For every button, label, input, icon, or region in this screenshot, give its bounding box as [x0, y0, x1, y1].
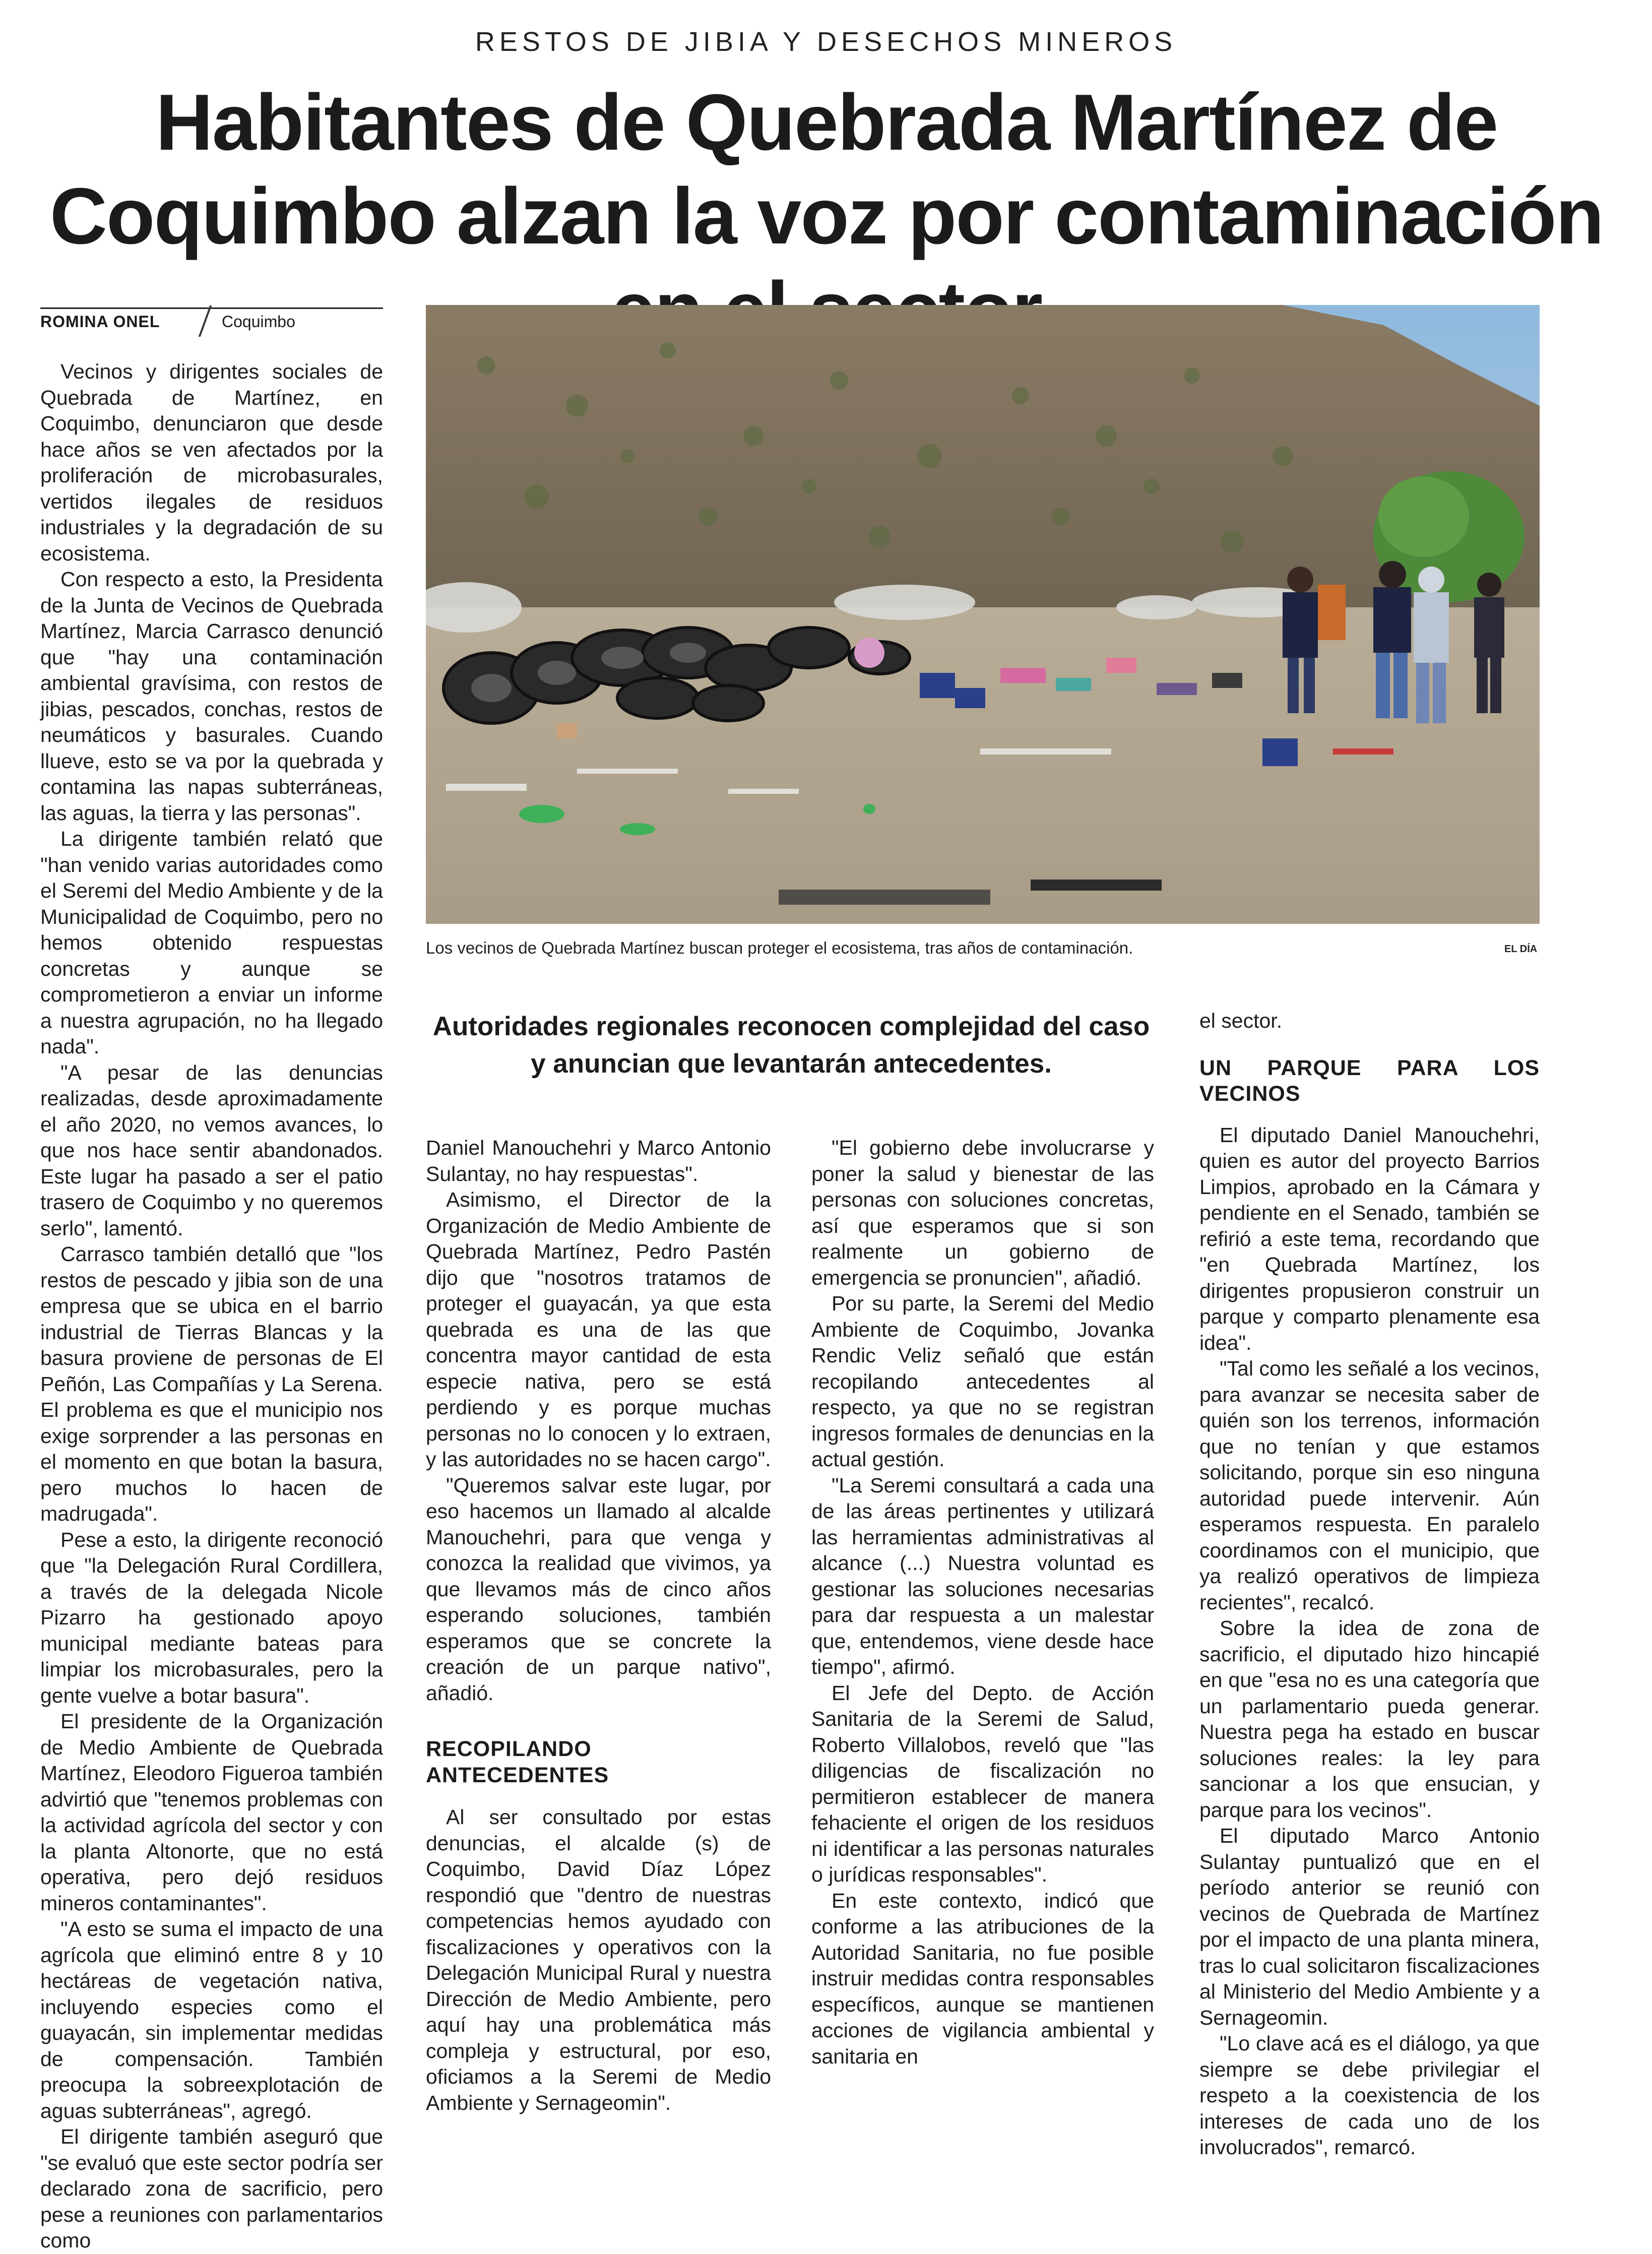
photo-credit: EL DÍA [1504, 944, 1538, 955]
paragraph: "A pesar de las denuncias realizadas, desde aproximadamente el año 2020, no vemos avances, lo que nos hace sentir abandonados. Este lugar ha pasado a ser el patio trasero de Coquimbo y no queremos serlo", lamentó. [40, 1060, 383, 1240]
paragraph: Por su parte, la Seremi del Medio Ambiente de Coquimbo, Jovanka Rendic Veliz señaló que están recopilando antecedentes al respecto, ya que no se registran ingresos formales de denuncias en la actual gestión. [811, 1292, 1154, 1471]
section-heading-recopilando: RECOPILANDO ANTECEDENTES [426, 1737, 609, 1787]
article-kicker: RESTOS DE JIBIA Y DESECHOS MINEROS [475, 27, 1177, 57]
paragraph: Con respecto a esto, la Presidenta de la Junta de Vecinos de Quebrada Martínez, Marcia Carrasco denunció que "hay una contaminación ambiental gravísima, con restos de jibias, pescados, conchas, restos de neumáticos y basurales. Cuando llueve, esto se va por la quebrada y contamina las napas subterráneas, las aguas, la tierra y las personas". [40, 568, 383, 825]
paragraph: "La Seremi consultará a cada una de las áreas pertinentes y utilizará las herramientas administrativas al alcance (...) Nuestra voluntad es gestionar las soluciones necesarias para dar respuesta a un malestar que, entendemos, viene desde hace tiempo", afirmó. [811, 1473, 1154, 1678]
paragraph: Sobre la idea de zona de sacrificio, el diputado hizo hincapié en que "esa no es una categoría que un parlamentario pueda generar. Nuestra pega ha estado en buscar soluciones reales: la ley para sancionar a los que ensucian, y parque para los vecinos". [1199, 1616, 1540, 1822]
paragraph: Vecinos y dirigentes sociales de Quebrada de Martínez, en Coquimbo, denunciaron que desde hace años se ven afectados por la proliferación de microbasurales, vertidos ilegales de residuos industriales y la degradación de su ecosistema. [40, 360, 383, 565]
paragraph: "A esto se suma el impacto de una agrícola que eliminó entre 8 y 10 hectáreas de vegetación nativa, incluyendo especies como el guayacán, sin implementar medidas de compensación. También preocupa la sobreexplotación de aguas subterráneas", agregó. [40, 1917, 383, 2122]
article-subhead: Autoridades regionales reconocen complejidad del caso y anuncian que levantarán antecedentes. [432, 1012, 1150, 1079]
paragraph: Al ser consultado por estas denuncias, el alcalde (s) de Coquimbo, David Díaz López respondió que "dentro de nuestras competencias hemos ayudado con fiscalizaciones y operativos con la Delegación Municipal Rural y nuestra Dirección de Medio Ambiente, pero aquí hay una problemática más compleja y estructural, por eso, oficiamos a la Seremi de Medio Ambiente y Sernageomin". [426, 1805, 771, 2114]
paragraph: El diputado Marco Antonio Sulantay puntualizó que en el período anterior se reunió con vecinos de Quebrada de Martínez por el impacto de una planta minera, tras lo cual solicitaron fiscalizaciones al Ministerio del Medio Ambiente y a Sernageomin. [1199, 1824, 1540, 2029]
paragraph: Pese a esto, la dirigente reconoció que "la Delegación Rural Cordillera, a través de la delegada Nicole Pizarro ha gestionado apoyo municipal mediante bateas para limpiar los microbasurales, pero la gente vuelve a botar basura". [40, 1528, 383, 1707]
paragraph: En este contexto, indicó que conforme a las atribuciones de la Autoridad Sanitaria, no fue posible instruir medidas contra responsables específicos, aunque se mantienen acciones de vigilancia ambiental y sanitaria en [811, 1889, 1154, 2068]
article-column-4 [1199, 1008, 1540, 2161]
paragraph: Carrasco también detalló que "los restos de pescado y jibia son de una empresa que se ubica en el barrio industrial de Tierras Blancas y la basura proviene de personas de El Peñón, Las Compañías y La Serena. El problema es que el municipio nos exige sorprender a las personas en el momento en que botan la basura, pero muchos lo hacen de madrugada". [40, 1242, 383, 1525]
section-heading-parque: UN PARQUE PARA LOS VECINOS [1199, 1055, 1540, 1106]
paragraph: "Queremos salvar este lugar, por eso hacemos un llamado al alcalde Manouchehri, para que venga y conozca la realidad que vivimos, ya que llevamos más de cinco años esperando soluciones, también esperamos que se concrete la creación de un parque nativo", añadió. [426, 1473, 771, 1705]
paragraph: El presidente de la Organización de Medio Ambiente de Quebrada Martínez, Eleodoro Figueroa también advirtió que "tenemos problemas con la actividad agrícola del sector y con la planta Altonorte, que no está operativa, pero dejó residuos mineros contaminantes". [40, 1710, 383, 1915]
paragraph: El dirigente también aseguró que "se evaluó que este sector podría ser declarado zona de sacrificio, pero pese a reuniones con parlamentarios como [40, 2125, 383, 2252]
article-column-3 [811, 1135, 1154, 2070]
paragraph: El Jefe del Depto. de Acción Sanitaria de la Seremi de Salud, Roberto Villalobos, reveló que "las diligencias de fiscalización no permitieron establecer de manera fehaciente el origen de los residuos ni identificar a las personas naturales o jurídicas responsables". [811, 1681, 1154, 1886]
article-column-2 [426, 1135, 771, 2116]
paragraph: "Tal como les señalé a los vecinos, para avanzar se necesita saber de quién son los terrenos, información que no tenían y que estamos solicitando, porque sin eso ninguna autoridad puede intervenir. Aún esperamos respuesta. En paralelo coordinamos con el municipio, que ya realizó operativos de limpieza recientes", recalcó. [1199, 1357, 1540, 1614]
paragraph: "Lo clave acá es el diálogo, ya que siempre se debe privilegiar el respeto a la coexistencia de los intereses de cada uno de los involucrados", remarcó. [1199, 2032, 1540, 2159]
photo-caption: Los vecinos de Quebrada Martínez buscan proteger el ecosistema, tras años de contaminación. [426, 938, 1133, 957]
article-headline: Habitantes de Quebrada Martínez de Coquimbo alzan la voz por contaminación [49, 78, 1604, 261]
paragraph: El diputado Daniel Manouchehri, quien es autor del proyecto Barrios Limpios, aprobado en la Cámara y pendiente en el Senado, también se refirió a este tema, recordando que "en Quebrada Martínez, los dirigentes propusieron construir un parque y comparto plenamente esa idea". [1199, 1123, 1540, 1354]
article-photo [426, 305, 1540, 924]
landfill-scene-illustration [426, 305, 1540, 924]
byline-author: ROMINA ONEL [40, 312, 160, 331]
paragraph: Daniel Manouchehri y Marco Antonio Sulantay, no hay respuestas". [426, 1136, 771, 1185]
article-column-1 [40, 359, 383, 2254]
paragraph: "El gobierno debe involucrarse y poner la salud y bienestar de las personas con soluciones concretas, así que esperamos que si son realmente un gobierno de emergencia se pronuncien", añadió. [811, 1136, 1154, 1289]
paragraph: el sector. [1199, 1009, 1283, 1032]
paragraph: La dirigente también relató que "han venido varias autoridades como el Seremi del Medio Ambiente y de la Municipalidad de Coquimbo, pero no hemos obtenido respuestas concretas y aunque se comprometieron a enviar un informe a nuestra agrupación, no ha llegado nada". [40, 827, 383, 1058]
paragraph: Asimismo, el Director de la Organización de Medio Ambiente de Quebrada Martínez, Pedro Pastén dijo que "nosotros tratamos de proteger el guayacán, ya que esta quebrada es una de las que concentra mayor cantidad de esta especie nativa, pero se está perdiendo y es porque muchas personas no lo conocen y lo extraen, y las autoridades no se hacen cargo". [426, 1188, 771, 1471]
byline-city: Coquimbo [222, 312, 295, 331]
